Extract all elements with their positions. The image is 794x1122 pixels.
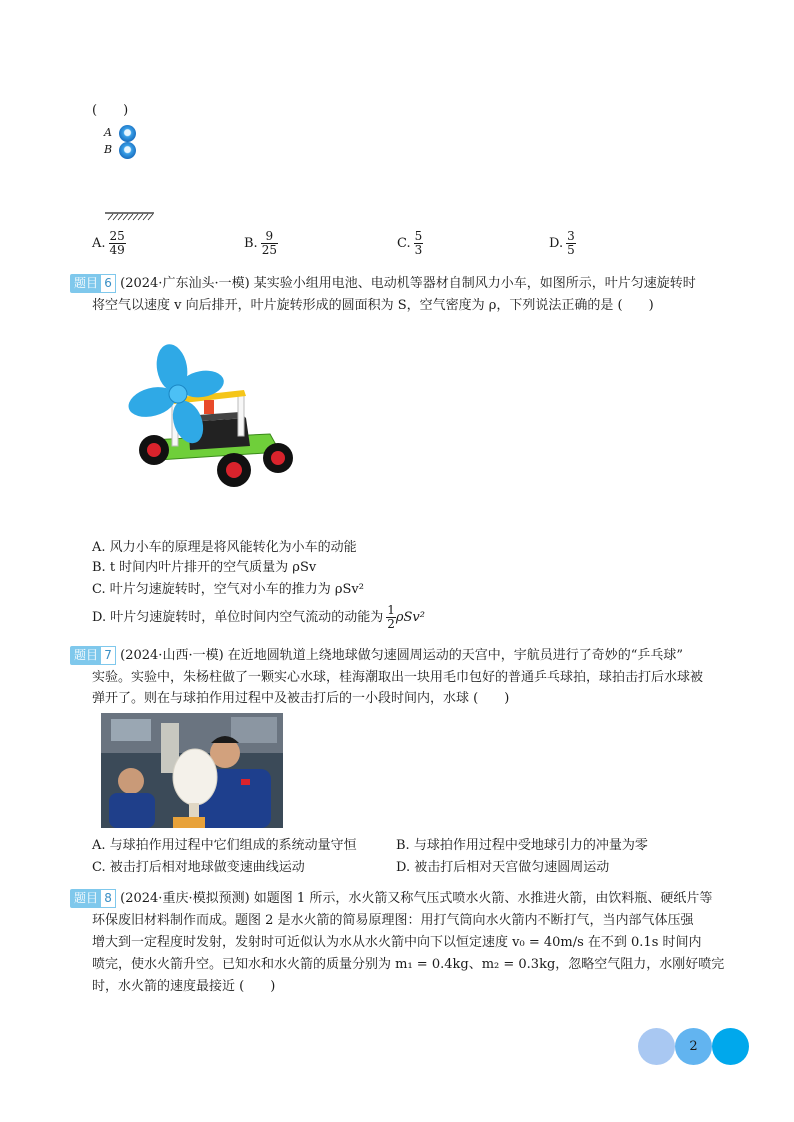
q6-option-a[interactable]: A. 风力小车的原理是将风能转化为小车的动能: [92, 540, 357, 555]
wind-car-figure: [128, 342, 293, 494]
page-number: 2: [675, 1028, 712, 1065]
q5-answer-paren: ( ): [92, 103, 129, 118]
q8-stem-line3: 增大到一定程度时发射，发射时可近似认为水从水火箭中向下以恒定速度 v₀ = 40m/s 在不到 0.1s 时间内: [92, 935, 702, 950]
q7-option-b[interactable]: B. 与球拍作用过程中受地球引力的冲量为零: [396, 838, 648, 853]
page-circle-right: [712, 1028, 749, 1065]
q7-option-d[interactable]: D. 被击打后相对天宫做匀速圆周运动: [396, 860, 610, 875]
q5-option-b[interactable]: B. $\frac{9}{25}$: [244, 229, 277, 257]
q7-stem-line2: 实验。实验中，朱杨柱做了一颗实心水球，桂海潮取出一块用毛巾包好的普通乒乓球拍，球拍击打后水球被: [92, 670, 704, 685]
ground-figure: [104, 211, 156, 221]
q5-option-c[interactable]: C. $\frac{5}{3}$: [397, 229, 423, 257]
q8-tag: 题目: [70, 889, 102, 908]
ball-b-figure: [119, 142, 136, 159]
q6-option-c[interactable]: C. 叶片匀速旋转时，空气对小车的推力为 ρSv²: [92, 582, 364, 597]
q6-stem-line2: 将空气以速度 v 向后排开，叶片旋转形成的圆面积为 S，空气密度为 ρ，下列说法正确的是 ( ): [92, 298, 654, 313]
ball-a-label: A: [104, 126, 112, 139]
space-station-photo: [101, 713, 283, 828]
q7-tag: 题目: [70, 646, 102, 665]
q5-option-a[interactable]: A. $\frac{25}{49}$: [92, 229, 125, 257]
q7-stem-line1: 题目 7 (2024·山西·一模) 在近地圆轨道上绕地球做匀速圆周运动的天宫中，宇航员进行了奇妙的“乒乓球”: [70, 646, 683, 666]
ball-a-figure: [119, 125, 136, 142]
q7-option-c[interactable]: C. 被击打后相对地球做变速曲线运动: [92, 860, 305, 875]
q8-stem-line1: 题目 8 (2024·重庆·模拟预测) 如题图 1 所示，水火箭又称气压式喷水火箭、水推进火箭，由饮料瓶、硬纸片等: [70, 889, 712, 909]
q8-stem-line5: 时，水火箭的速度最接近 ( ): [92, 979, 276, 994]
q6-option-b[interactable]: B. t 时间内叶片排开的空气质量为 ρSv: [92, 560, 317, 575]
q7-stem-line3: 弹开了。则在与球拍作用过程中及被击打后的一小段时间内，水球 ( ): [92, 691, 510, 706]
q6-option-d[interactable]: D. 叶片匀速旋转时，单位时间内空气流动的动能为 $\frac{1}{2}$ ρSv²: [92, 603, 425, 631]
q6-stem-line1: 题目 6 (2024·广东汕头·一模) 某实验小组用电池、电动机等器材自制风力小车，如图所示，叶片匀速旋转时: [70, 274, 696, 294]
q7-option-a[interactable]: A. 与球拍作用过程中它们组成的系统动量守恒: [92, 838, 357, 853]
q7-number: 7: [100, 646, 116, 665]
q5-option-d[interactable]: D. $\frac{3}{5}$: [549, 229, 575, 257]
q6-number: 6: [100, 274, 116, 293]
q8-stem-line4: 喷完，使水火箭升空。已知水和水火箭的质量分别为 m₁ = 0.4kg、m₂ = 0.3kg，忽略空气阻力，水刚好喷完: [92, 957, 725, 972]
q8-number: 8: [100, 889, 116, 908]
ball-b-label: B: [104, 143, 113, 156]
q8-stem-line2: 环保废旧材料制作而成。题图 2 是水火箭的简易原理图：用打气筒向水火箭内不断打气，当内部气体压强: [92, 913, 694, 928]
q6-tag: 题目: [70, 274, 102, 293]
page-circle-left: [638, 1028, 675, 1065]
